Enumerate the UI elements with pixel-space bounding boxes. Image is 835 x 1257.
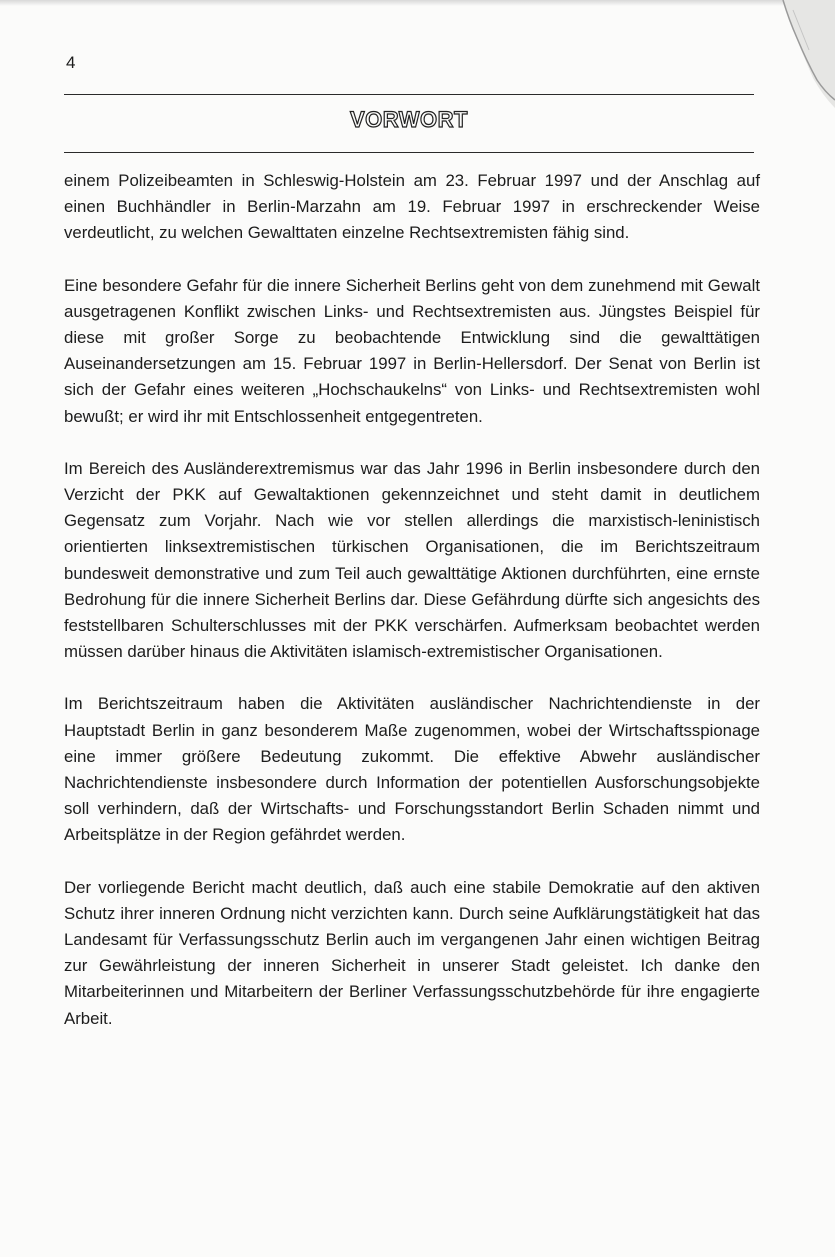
scan-top-shadow	[0, 0, 835, 6]
header-rule-bottom	[64, 152, 754, 153]
paragraph-3: Im Bereich des Ausländerextremismus war das Jahr 1996 in Berlin insbesondere durch den Verzicht der PKK auf Gewaltaktionen gekennzeichnet und steht damit in deutlichem Gegensatz zum Vorjahr. Nach wie vor stellen allerdings die marxistisch-leninistisch orientierten linksextremistischen türkischen Organisationen, die im Berichtszeitraum bundesweit demonstrative und zum Teil auch gewalttätige Aktionen durchführten, eine ernste Bedrohung für die innere Sicherheit Berlins dar. Diese Gefährdung dürfte sich angesichts des feststellbaren Schulterschlusses mit der PKK verschärfen. Aufmerksam beobachtet werden müssen darüber hinaus die Aktivitäten islamisch-extremistischer Organisationen.	[64, 458, 760, 662]
paragraph-2: Eine besondere Gefahr für die innere Sicherheit Berlins geht von dem zunehmend mit Gewalt ausgetragenen Konflikt zwischen Links- und Rechtsextremisten aus. Jüngstes Beispiel für diese mit großer Sorge zu beobachtende Entwicklung sind die gewalttätigen Auseinandersetzungen am 15. Februar 1997 in Berlin-Hellersdorf. Der Senat von Berlin ist sich der Gefahr eines weiteren „Hochschaukelns“ von Links- und Rechtsextremisten wohl bewußt; er wird ihr mit Entschlossenheit entgegentreten.	[64, 275, 760, 426]
header-rule-top	[64, 94, 754, 95]
paragraph-5: Der vorliegende Bericht macht deutlich, daß auch eine stabile Demokratie auf den aktiven Schutz ihrer inneren Ordnung nicht verzichten kann. Durch seine Aufklärungstätigkeit hat das Landesamt für Verfassungsschutz Berlin auch im vergangenen Jahr einen wichtigen Beitrag zur Gewährleistung der inneren Sicherheit in unserer Stadt geleistet. Ich danke den Mitarbeiterinnen und Mitarbeitern der Berliner Verfassungsschutzbehörde für ihre engagierte Arbeit.	[64, 877, 760, 1028]
body-text	[64, 168, 760, 1058]
section-title: VORWORT	[350, 107, 468, 132]
page-number: 4	[66, 53, 76, 72]
page-corner-curl	[775, 0, 835, 110]
paragraph-4: Im Berichtszeitraum haben die Aktivitäten ausländischer Nachrichtendienste in der Hauptstadt Berlin in ganz besonderem Maße zugenommen, wobei der Wirtschaftsspionage eine immer größere Bedeutung zukommt. Die effektive Abwehr ausländischer Nachrichtendienste insbesondere durch Information der potentiellen Ausforschungsobjekte soll verhindern, daß der Wirtschafts- und Forschungsstandort Berlin Schaden nimmt und Arbeitsplätze in der Region gefährdet werden.	[64, 694, 760, 845]
paragraph-1: einem Polizeibeamten in Schleswig-Holstein am 23. Februar 1997 und der Anschlag auf einen Buchhändler in Berlin-Marzahn am 19. Februar 1997 in erschreckender Weise verdeutlicht, zu welchen Gewalttaten einzelne Rechtsextremisten fähig sind.	[64, 171, 760, 243]
